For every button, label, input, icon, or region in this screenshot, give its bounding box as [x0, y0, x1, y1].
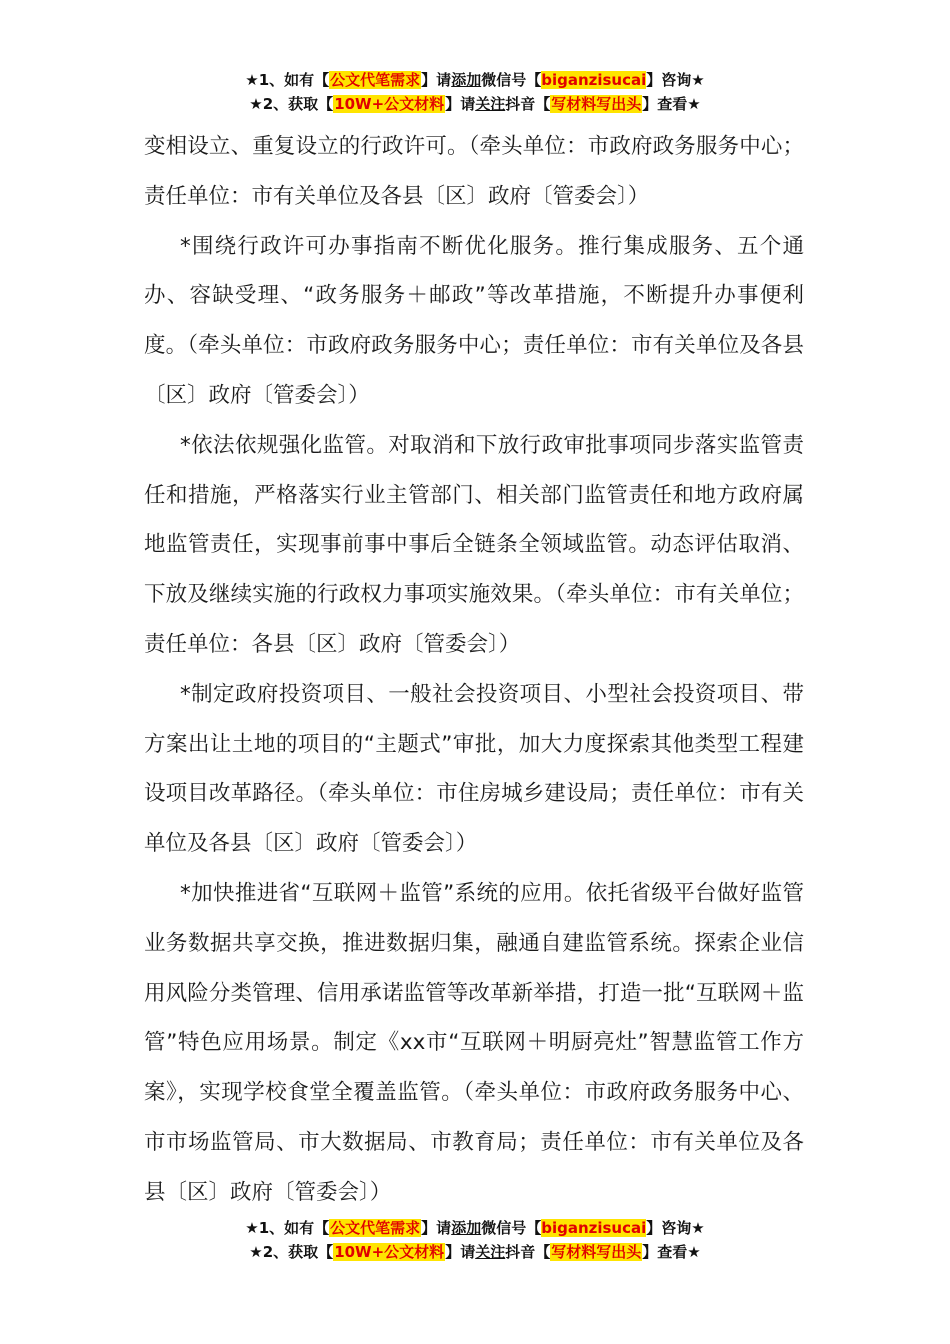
- promo-douyin-id: 写材料写出头: [551, 95, 642, 113]
- paragraph: *围绕行政许可办事指南不断优化服务。推行集成服务、五个通办、容缺受理、“政务服务＋邮政”等改革措施，不断提升办事便利度。（牵头单位：市政府政务服务中心；责任单位：市有关单位及各县〔区〕政府〔管委会〕）: [144, 233, 804, 408]
- promo-line-2: [0, 92, 950, 116]
- promo-text: 添加: [451, 1219, 482, 1237]
- promo-highlight: 公文代笔需求: [330, 1219, 421, 1237]
- promo-text: 】咨询★: [646, 71, 705, 89]
- promo-text: ★1、如有【: [245, 1219, 330, 1237]
- paragraph: 变相设立、重复设立的行政许可。（牵头单位：市政府政务服务中心；责任单位：市有关单位及各县〔区〕政府〔管委会〕）: [144, 134, 804, 209]
- document-body: [144, 122, 804, 1218]
- bottom-promo-banner: [0, 1216, 950, 1264]
- promo-text: 】请: [445, 1243, 476, 1261]
- paragraph: *依法依规强化监管。对取消和下放行政审批事项同步落实监管责任和措施，严格落实行业主管部门、相关部门监管责任和地方政府属地监管责任，实现事前事中事后全链条全领域监管。动态评估取消、下放及继续实施的行政权力事项实施效果。（牵头单位：市有关单位；责任单位：各县〔区〕政府〔管委会〕）: [144, 432, 804, 657]
- promo-text: ★2、获取【: [249, 95, 334, 113]
- promo-highlight: 10W+公文材料: [334, 1243, 445, 1261]
- promo-text: 】请: [421, 71, 452, 89]
- promo-text: 】咨询★: [646, 1219, 705, 1237]
- promo-highlight: 10W+公文材料: [334, 95, 445, 113]
- promo-text: 抖音【: [505, 1243, 551, 1261]
- promo-wechat-id: biganzisucai: [541, 1219, 647, 1237]
- promo-text: 关注: [475, 95, 506, 113]
- promo-text: 添加: [451, 71, 482, 89]
- paragraph: *加快推进省“互联网＋监管”系统的应用。依托省级平台做好监管业务数据共享交换，推进数据归集，融通自建监管系统。探索企业信用风险分类管理、信用承诺监管等改革新举措，打造一批“互联网＋监管”特色应用场景。制定《xx市“互联网＋明厨亮灶”智慧监管工作方案》，实现学校食堂全覆盖监管。（牵头单位：市政府政务服务中心、市市场监管局、市大数据局、市教育局；责任单位：市有关单位及各县〔区〕政府〔管委会〕）: [144, 880, 804, 1205]
- promo-text: 】查看★: [642, 1243, 701, 1261]
- top-promo-banner: [0, 68, 950, 116]
- promo-line-2: [0, 1240, 950, 1264]
- promo-text: 微信号【: [481, 1219, 542, 1237]
- promo-line-1: [0, 68, 950, 92]
- promo-text: 】请: [421, 1219, 452, 1237]
- promo-text: 关注: [475, 1243, 506, 1261]
- promo-highlight: 公文代笔需求: [330, 71, 421, 89]
- promo-text: ★1、如有【: [245, 71, 330, 89]
- promo-text: 微信号【: [481, 71, 542, 89]
- promo-text: 】查看★: [642, 95, 701, 113]
- promo-text: ★2、获取【: [249, 1243, 334, 1261]
- promo-douyin-id: 写材料写出头: [551, 1243, 642, 1261]
- promo-wechat-id: biganzisucai: [541, 71, 647, 89]
- paragraph: *制定政府投资项目、一般社会投资项目、小型社会投资项目、带方案出让土地的项目的“主题式”审批，加大力度探索其他类型工程建设项目改革路径。（牵头单位：市住房城乡建设局；责任单位：市有关单位及各县〔区〕政府〔管委会〕）: [144, 681, 804, 857]
- promo-text: 】请: [445, 95, 476, 113]
- promo-text: 抖音【: [505, 95, 551, 113]
- promo-line-1: [0, 1216, 950, 1240]
